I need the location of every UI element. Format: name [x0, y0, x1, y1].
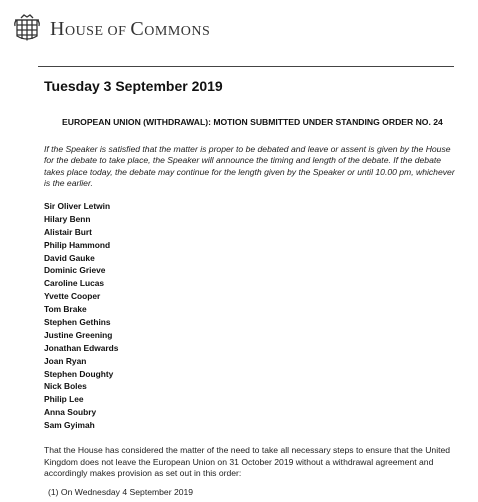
member-name: Dominic Grieve — [44, 265, 106, 276]
member-name: Sir Oliver Letwin — [44, 201, 111, 211]
motion-title: EUROPEAN UNION (WITHDRAWAL): MOTION SUBMITTED UNDER STANDING ORDER NO. 24 — [62, 117, 443, 127]
member-name: David Gauke — [44, 252, 95, 263]
member-name: Anna Soubry — [44, 407, 97, 418]
motion-item: (1) On Wednesday 4 September 2019 — [48, 487, 194, 497]
portcullis-icon — [12, 12, 42, 46]
intro-note: If the Speaker is satisfied that the matter is proper to be debated and leave or assent is given by the House for the debate to take place, the Speaker will announce the timing and length of the debate. If the debate takes place today, the debate may continue for the length given by the Speaker or until 10.00 pm, whichever is the earlier. — [44, 144, 455, 189]
member-name: Philip Hammond — [44, 239, 111, 250]
member-name: Nick Boles — [44, 381, 87, 392]
member-name: Alistair Burt — [44, 226, 92, 237]
member-name: Jonathan Edwards — [44, 342, 119, 353]
member-name: Justine Greening — [44, 329, 113, 340]
member-list — [44, 200, 118, 432]
member-name: Hilary Benn — [44, 213, 91, 224]
member-name: Joan Ryan — [44, 355, 87, 366]
motion-body: That the House has considered the matter of the need to take all necessary steps to ensure that the United Kingdom does not leave the European Union on 31 October 2019 without a withdrawal agreement and accordingly makes provision as set out in this order: — [44, 445, 451, 479]
member-name: Stephen Doughty — [44, 368, 114, 379]
member-name: Tom Brake — [44, 304, 87, 315]
site-header — [12, 6, 210, 52]
member-name: Stephen Gethins — [44, 317, 111, 328]
page-date: Tuesday 3 September 2019 — [44, 78, 223, 94]
member-name: Philip Lee — [44, 394, 84, 405]
member-name: Caroline Lucas — [44, 278, 105, 289]
member-name: Sam Gyimah — [44, 420, 95, 431]
member-name: Yvette Cooper — [44, 291, 101, 302]
org-name: HOUSE OF COMMONS — [50, 17, 211, 40]
divider — [38, 66, 454, 67]
